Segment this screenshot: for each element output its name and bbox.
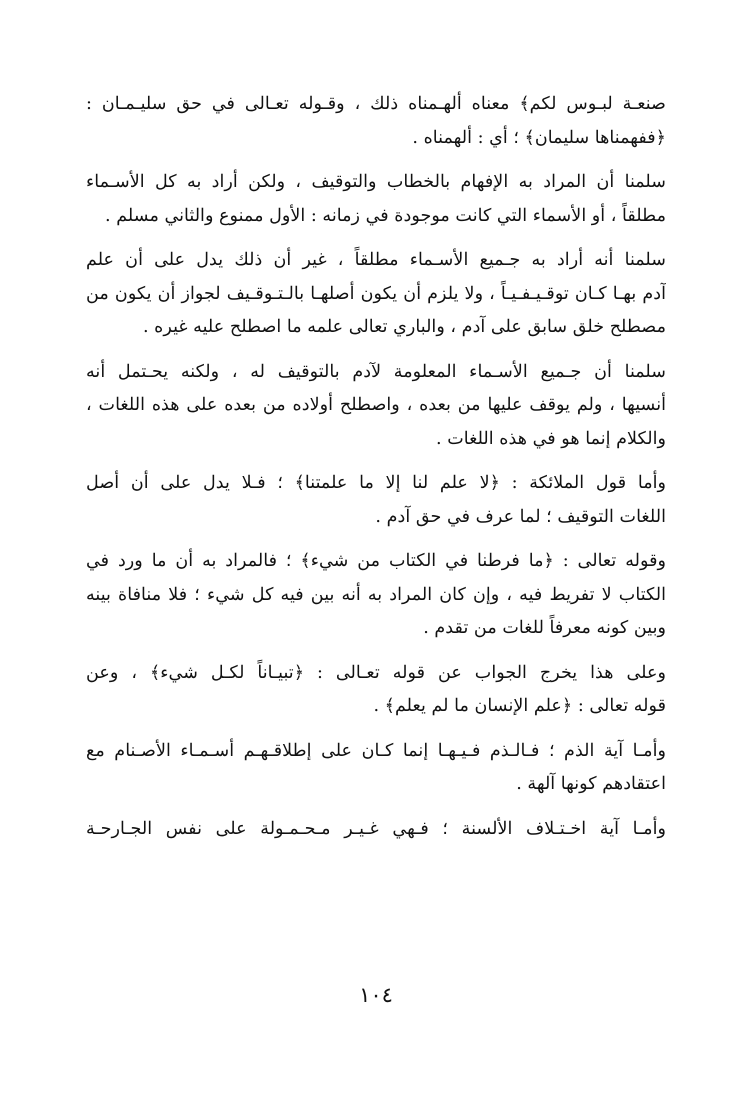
text-line: اعتقادهم كونها آلهة . <box>516 774 666 794</box>
paragraph-8 <box>86 735 666 802</box>
paragraph-6 <box>86 545 666 646</box>
text-line: صنعـة لبـوس لكم﴾ معناه ألهـمناه ذلك ، وقـوله تعـالى في حق سليـمـان : <box>86 94 666 114</box>
text-line: ﴿ففهمناها سليمان﴾ ؛ أي : ألهمناه . <box>412 127 666 148</box>
text-line: أنسيها ، ولم يوقف عليها من بعده ، واصطلح أولاده من بعده على هذه اللغات ، <box>86 395 666 415</box>
page-number: ١٠٤ <box>359 983 393 1007</box>
text-line: آدم بهـا كـان توقـيـفـيـاً ، ولا يلزم أن يكون أصلهـا بالـتـوقـيف لجواز أن يكون من <box>86 283 666 304</box>
text-line: الكتاب لا تفريط فيه ، وإن كان المراد به أنه بين فيه كل شيء ؛ فلا منافاة بينه <box>86 584 666 605</box>
paragraph-7 <box>86 657 666 724</box>
body-text <box>86 88 666 857</box>
paragraph-9 <box>86 813 666 847</box>
text-line: وقوله تعالى : ﴿ما فرطنا في الكتاب من شيء﴾ ؛ فالمراد به أن ما ورد في <box>86 551 666 571</box>
text-line: مصطلح خلق سابق على آدم ، والباري تعالى علمه ما اصطلح عليه غيره . <box>142 317 666 337</box>
text-line: سلمنا أنه أراد به جـميع الأسـماء مطلقاً ، غير أن ذلك يدل على أن علم <box>86 250 666 270</box>
text-line: سلمنا أن جـميع الأسـماء المعلومة لآدم بالتوقيف له ، ولكنه يحـتمل أنه <box>86 361 666 382</box>
text-line: وأمـا آية اخـتـلاف الألسنة ؛ فـهي غـيـر مـحـمـولة على نفس الجـارحـة <box>86 818 666 839</box>
text-line: قوله تعالى : ﴿علم الإنسان ما لم يعلم﴾ . <box>373 696 666 716</box>
text-line: وأمـا آية الذم ؛ فـالـذم فـيـهـا إنما كـان على إطلاقـهـم أسـمـاء الأصـنام مع <box>86 740 666 761</box>
paragraph-3 <box>86 244 666 345</box>
text-line: وأما قول الملائكة : ﴿لا علم لنا إلا ما علمتنا﴾ ؛ فـلا يدل على أن أصل <box>86 473 666 493</box>
text-line: وعلى هذا يخرج الجواب عن قوله تعـالى : ﴿تبيـاناً لكـل شيء﴾ ، وعن <box>86 662 666 683</box>
paragraph-2 <box>86 166 666 233</box>
text-line: سلمنا أن المراد به الإفهام بالخطاب والتوقيف ، ولكن أراد به كل الأسـماء <box>86 172 666 192</box>
text-line: وبين كونه معرفاً للغات من تقدم . <box>423 618 666 638</box>
paragraph-5 <box>86 467 666 534</box>
text-line: مطلقاً ، أو الأسماء التي كانت موجودة في زمانه : الأول ممنوع والثاني مسلم . <box>105 205 666 226</box>
paragraph-1 <box>86 88 666 155</box>
text-line: والكلام إنما هو في هذه اللغات . <box>436 428 666 449</box>
text-line: اللغات التوقيف ؛ لما عرف في حق آدم . <box>375 506 666 527</box>
paragraph-4 <box>86 356 666 457</box>
